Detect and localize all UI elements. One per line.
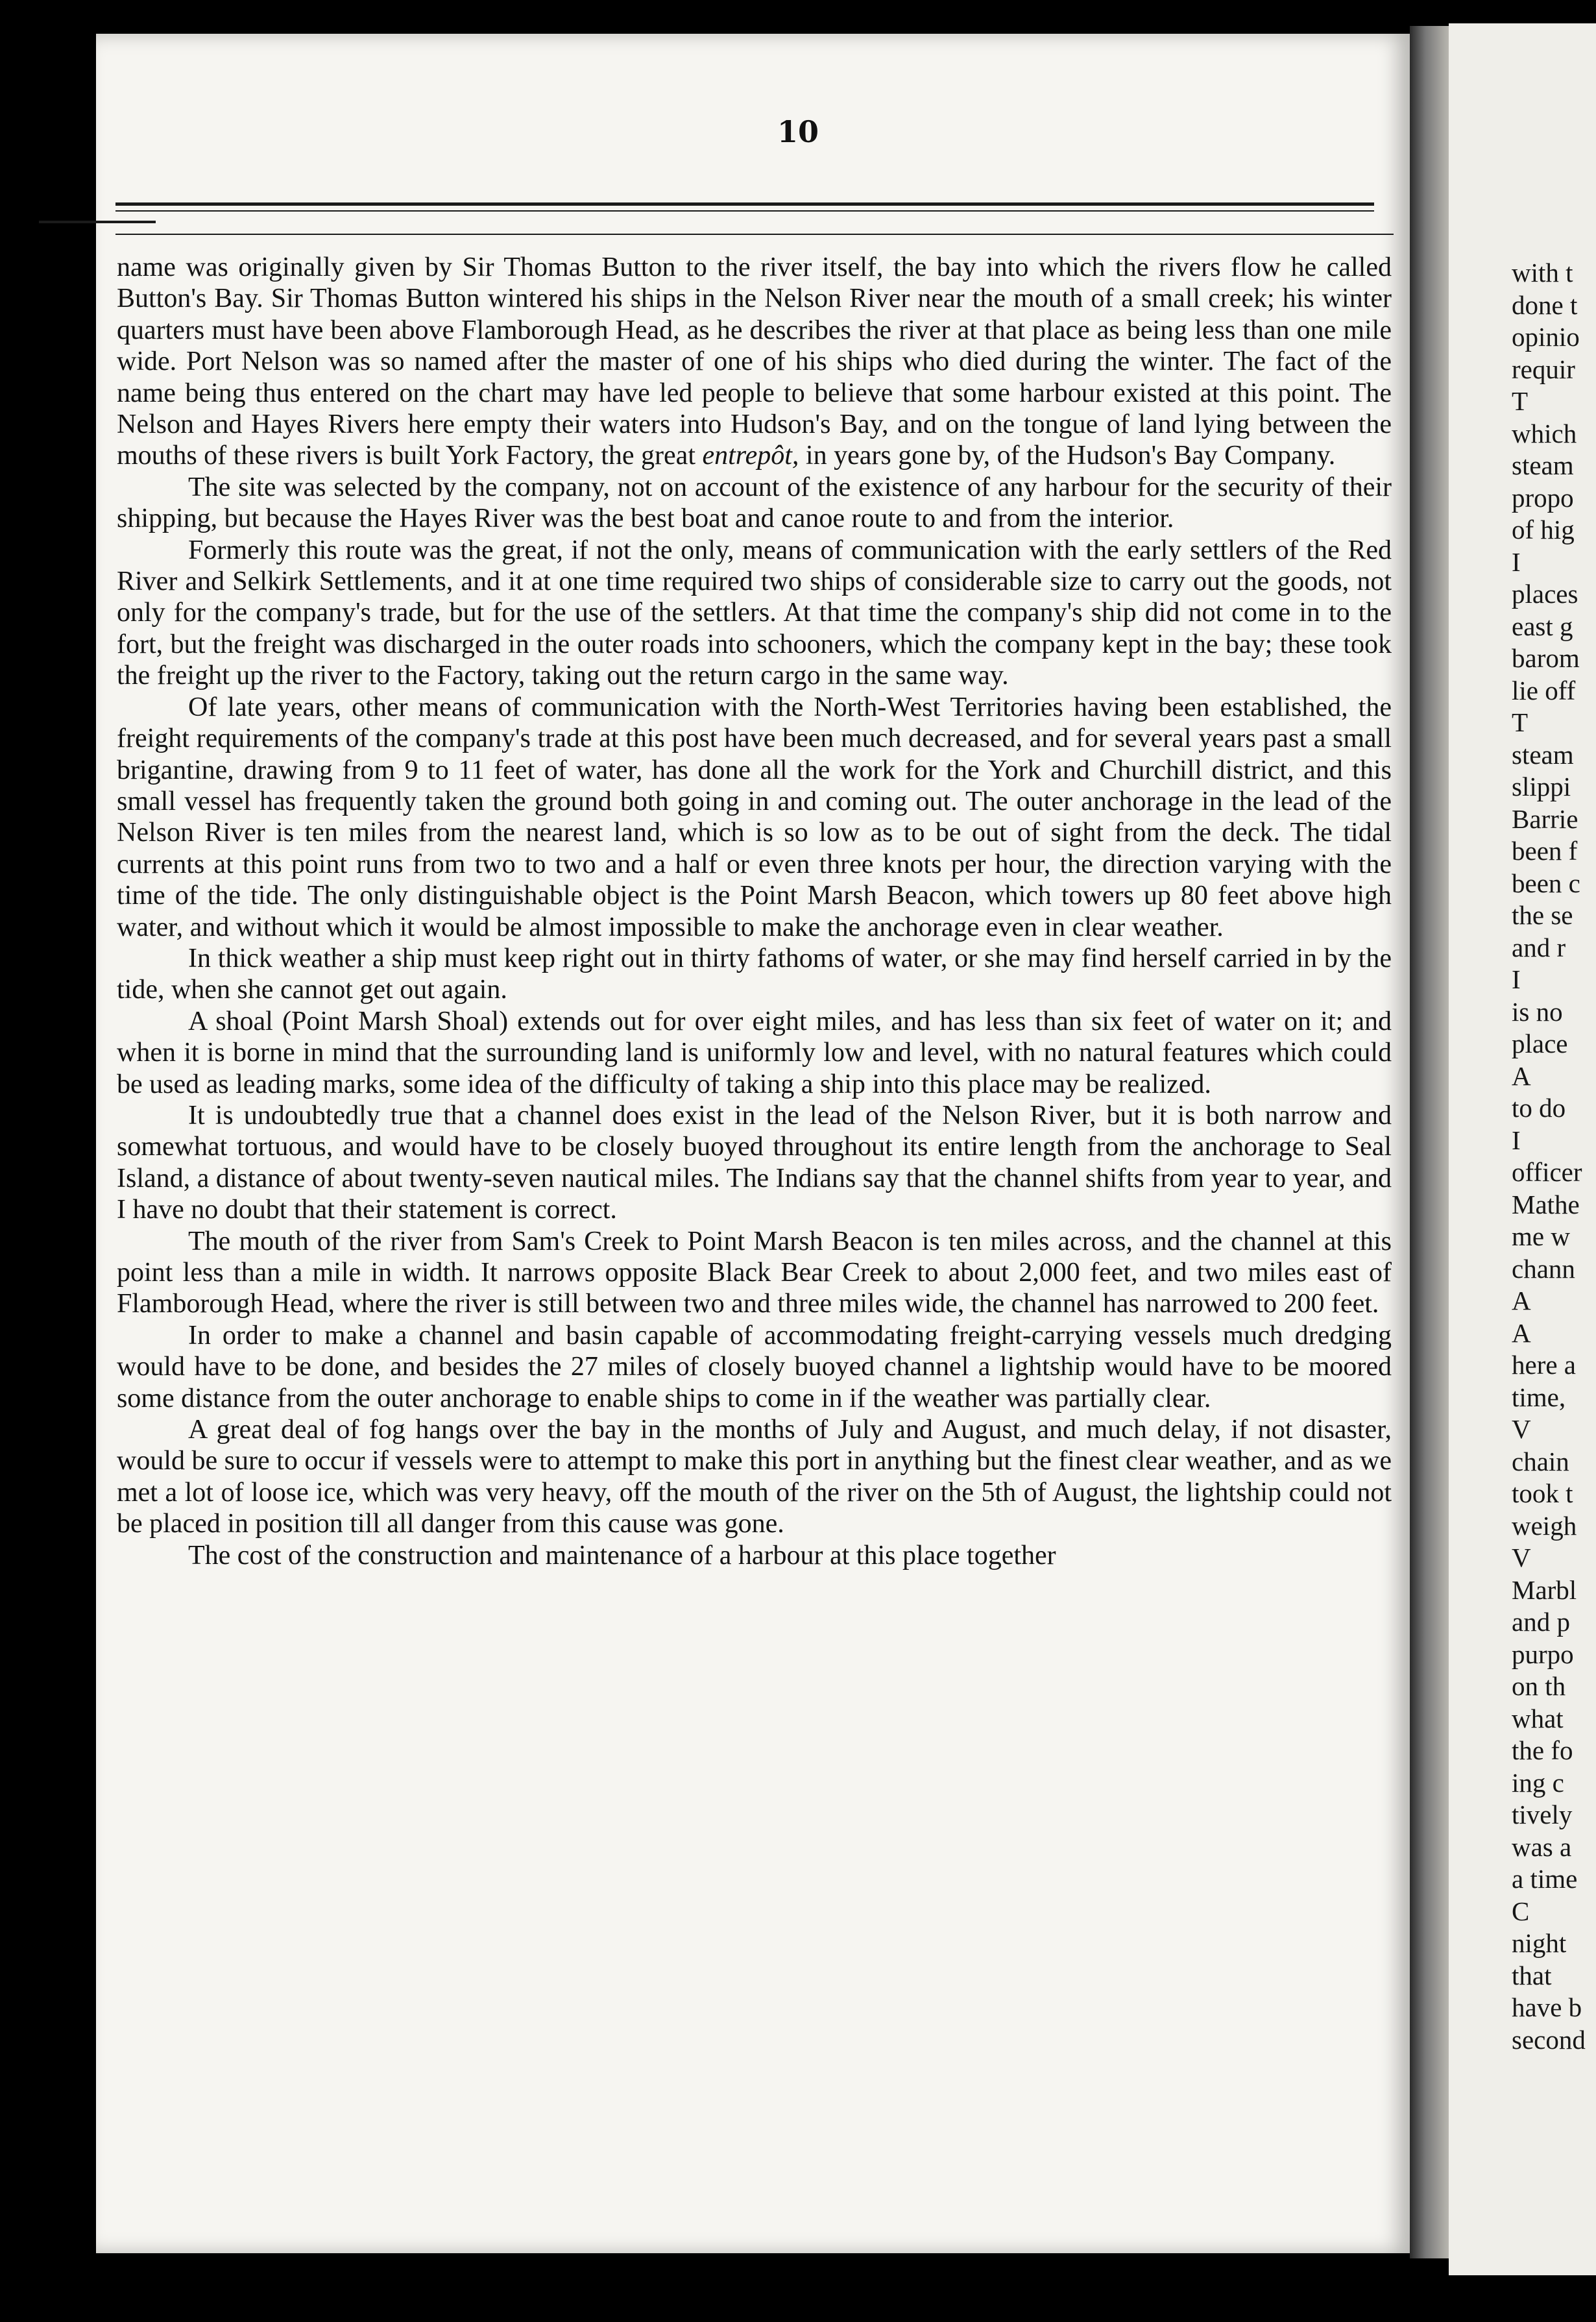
adjacent-page-line-fragment: the se [1512, 900, 1573, 930]
adjacent-page-line-fragment: A [1512, 1286, 1531, 1315]
adjacent-page-line-fragment: steam [1512, 450, 1574, 480]
paragraph [117, 252, 1392, 472]
paragraph: The mouth of the river from Sam's Creek to Point Marsh Beacon is ten miles across, and the channel at this point less than a mile in width. It narrows opposite Black Bear Creek to about 2,000 feet, and two miles east of Flamborough Head, where the river is still between two and three miles wide, the channel has narrowed to 200 feet. [117, 1226, 1392, 1319]
adjacent-page-line-fragment: done t [1512, 289, 1578, 320]
adjacent-page-line-fragment: I [1512, 964, 1521, 994]
adjacent-page-text-fragments [1512, 257, 1596, 2056]
adjacent-page-line-fragment: which [1512, 418, 1577, 448]
adjacent-page-line-fragment: the fo [1512, 1735, 1573, 1765]
adjacent-page-line-fragment: took t [1512, 1478, 1573, 1508]
adjacent-page-line-fragment: have b [1512, 1992, 1582, 2022]
paragraph: A shoal (Point Marsh Shoal) extends out for over eight miles, and has less than six feet of water on it; and when it is borne in mind that the surrounding land is uniformly low and level, with no natural features which could be used as leading marks, some idea of the difficulty of taking a ship into this place may be realized. [117, 1006, 1392, 1099]
italic-word: entrepôt, [702, 441, 799, 471]
adjacent-page-line-fragment: Mathe [1512, 1189, 1580, 1219]
adjacent-page-line-fragment: of hig [1512, 515, 1575, 544]
adjacent-page-line-fragment: A [1512, 1317, 1531, 1348]
adjacent-page-line-fragment: on th [1512, 1671, 1566, 1701]
adjacent-page-line-fragment: requir [1512, 354, 1575, 384]
adjacent-page-line-fragment: was a [1512, 1831, 1572, 1862]
adjacent-page-line-fragment: and p [1512, 1607, 1570, 1637]
header-rule-lower [115, 234, 1394, 235]
adjacent-page-line-fragment: ing c [1512, 1767, 1564, 1798]
adjacent-page-line-fragment: that [1512, 1960, 1552, 1990]
adjacent-page-line-fragment: me w [1512, 1221, 1570, 1251]
adjacent-page-line-fragment: with t [1512, 258, 1573, 287]
adjacent-page-line-fragment: night [1512, 1928, 1567, 1958]
paragraph: A great deal of fog hangs over the bay in the months of July and August, and much delay, if not disaster, would be sure to occur if vessels were to attempt to make this port in anything but the finest clear weather, and as we met a lot of loose ice, which was very heavy, off the mouth of the river on the 5th of August, the lightship could not be placed in position till all danger from this cause was gone. [117, 1415, 1392, 1539]
page-gutter-shadow [1410, 26, 1449, 2258]
paragraph-text: name was originally given by Sir Thomas Button to the river itself, the bay into which the rivers flow he called Button's Bay. Sir Thomas Button wintered his ships in the Nelson River near the mouth of a small creek; his winter quarters must have been above Flamborough Head, as he describes the river at that place as being less than one mile wide. Port Nelson was so named after the master of one of his ships who died during the winter. The fact of the name being thus entered on the chart may have led people to believe that some harbour existed at this point. The Nelson and Hayes Rivers here empty their waters into Hudson's Bay, and on the tongue of land lying between the mouths of these rivers is built York Factory, the great [117, 252, 1392, 471]
paragraph: In thick weather a ship must keep right out in thirty fathoms of water, or she may find herself carried in by the tide, when she cannot get out again. [117, 943, 1392, 1005]
paragraph: It is undoubtedly true that a channel does exist in the lead of the Nelson River, but it is both narrow and somewhat tortuous, and would have to be closely buoyed throughout its entire length from the anchorage to Seal Island, a distance of about twenty-seven nautical miles. The Indians say that the channel shifts from year to year, and I have no doubt that their statement is correct. [117, 1100, 1392, 1225]
adjacent-page-line-fragment: steam [1512, 739, 1574, 770]
adjacent-page-line-fragment: officer [1512, 1157, 1582, 1187]
adjacent-page-line-fragment: been f [1512, 836, 1578, 866]
header-rule-thick [115, 202, 1374, 206]
adjacent-page-line-fragment: places [1512, 579, 1578, 609]
adjacent-page-line-fragment: C [1512, 1896, 1530, 1926]
body-text [117, 252, 1392, 1571]
adjacent-page-line-fragment: time, [1512, 1382, 1566, 1412]
paragraph: The cost of the construction and maintenance of a harbour at this place together [188, 1540, 1056, 1570]
page-number: 10 [777, 114, 819, 149]
adjacent-page-line-fragment: to do [1512, 1093, 1566, 1123]
adjacent-page-line-fragment: A [1512, 1060, 1531, 1091]
adjacent-page-line-fragment: barom [1512, 643, 1580, 673]
adjacent-page-line-fragment: chann [1512, 1253, 1575, 1284]
adjacent-page-line-fragment: slippi [1512, 772, 1571, 801]
adjacent-page-line-fragment: weigh [1512, 1510, 1577, 1541]
adjacent-page-line-fragment: T [1512, 386, 1529, 416]
adjacent-page-line-fragment: chain [1512, 1446, 1569, 1476]
adjacent-page-line-fragment: place [1512, 1029, 1568, 1058]
adjacent-page-line-fragment: opinio [1512, 322, 1580, 352]
paragraph-text-end: in years gone by, of the Hudson's Bay Company. [805, 441, 1336, 471]
adjacent-page-line-fragment: tively [1512, 1800, 1573, 1829]
adjacent-page-line-fragment: I [1512, 546, 1521, 577]
adjacent-page-line-fragment: and r [1512, 932, 1566, 962]
adjacent-page-line-fragment: east g [1512, 611, 1573, 641]
adjacent-page-line-fragment: is no [1512, 996, 1563, 1027]
adjacent-page-line-fragment: purpo [1512, 1639, 1574, 1669]
paragraph: The site was selected by the company, not on account of the existence of any harbour for the security of their shipping, but because the Hayes River was the best boat and canoe route to and from the interior. [117, 472, 1392, 534]
adjacent-page-line-fragment: Barrie [1512, 803, 1578, 834]
adjacent-page-line-fragment: V [1512, 1414, 1531, 1444]
adjacent-page-line-fragment: been c [1512, 868, 1580, 898]
header-rule-thin [115, 210, 1374, 212]
adjacent-page-line-fragment: T [1512, 707, 1529, 737]
paragraph: In order to make a channel and basin capable of accommodating freight-carrying vessels much dredging would have to be done, and besides the 27 miles of closely buoyed channel a lightship would have to be moored some distance from the outer anchorage to enable ships to come in if the weather was partially clear. [117, 1320, 1392, 1413]
adjacent-page-line-fragment: V [1512, 1543, 1531, 1572]
adjacent-page-line-fragment: Marbl [1512, 1574, 1577, 1605]
adjacent-page-line-fragment: lie off [1512, 675, 1576, 705]
adjacent-page-line-fragment: propo [1512, 482, 1574, 513]
adjacent-page-line-fragment: I [1512, 1125, 1521, 1155]
paragraph: Of late years, other means of communication with the North-West Territories having been established, the freight requirements of the company's trade at this post have been much decreased, and for several years past a small brigantine, drawing from 9 to 11 feet of water, has done all the work for the York and Churchill district, and this small vessel has frequently taken the ground both going in and coming out. The outer anchorage in the lead of the Nelson River is ten miles from the nearest land, which is so low as to be out of sight from the deck. The tidal currents at this point runs from two to two and a half or even three knots per hour, the direction varying with the time of the tide. The only distinguishable object is the Point Marsh Beacon, which towers up 80 feet above high water, and without which it would be almost impossible to make the anchorage even in clear weather. [117, 692, 1392, 942]
adjacent-page-line-fragment: a time [1512, 1864, 1578, 1894]
paragraph: Formerly this route was the great, if not the only, means of communication with the early settlers of the Red River and Selkirk Settlements, and it at one time required two ships of considerable size to carry out the goods, not only for the company's trade, but for the use of the settlers. At that time the company's ship did not come in to the fort, but the freight was discharged in the outer roads into schooners, which the company kept in the bay; these took the freight up the river to the Factory, taking out the return cargo in the same way. [117, 535, 1392, 691]
adjacent-page-line-fragment: what [1512, 1703, 1564, 1733]
adjacent-page-rule [39, 221, 156, 223]
adjacent-page-line-fragment: second [1512, 2024, 1586, 2055]
adjacent-page-line-fragment: here a [1512, 1350, 1576, 1380]
